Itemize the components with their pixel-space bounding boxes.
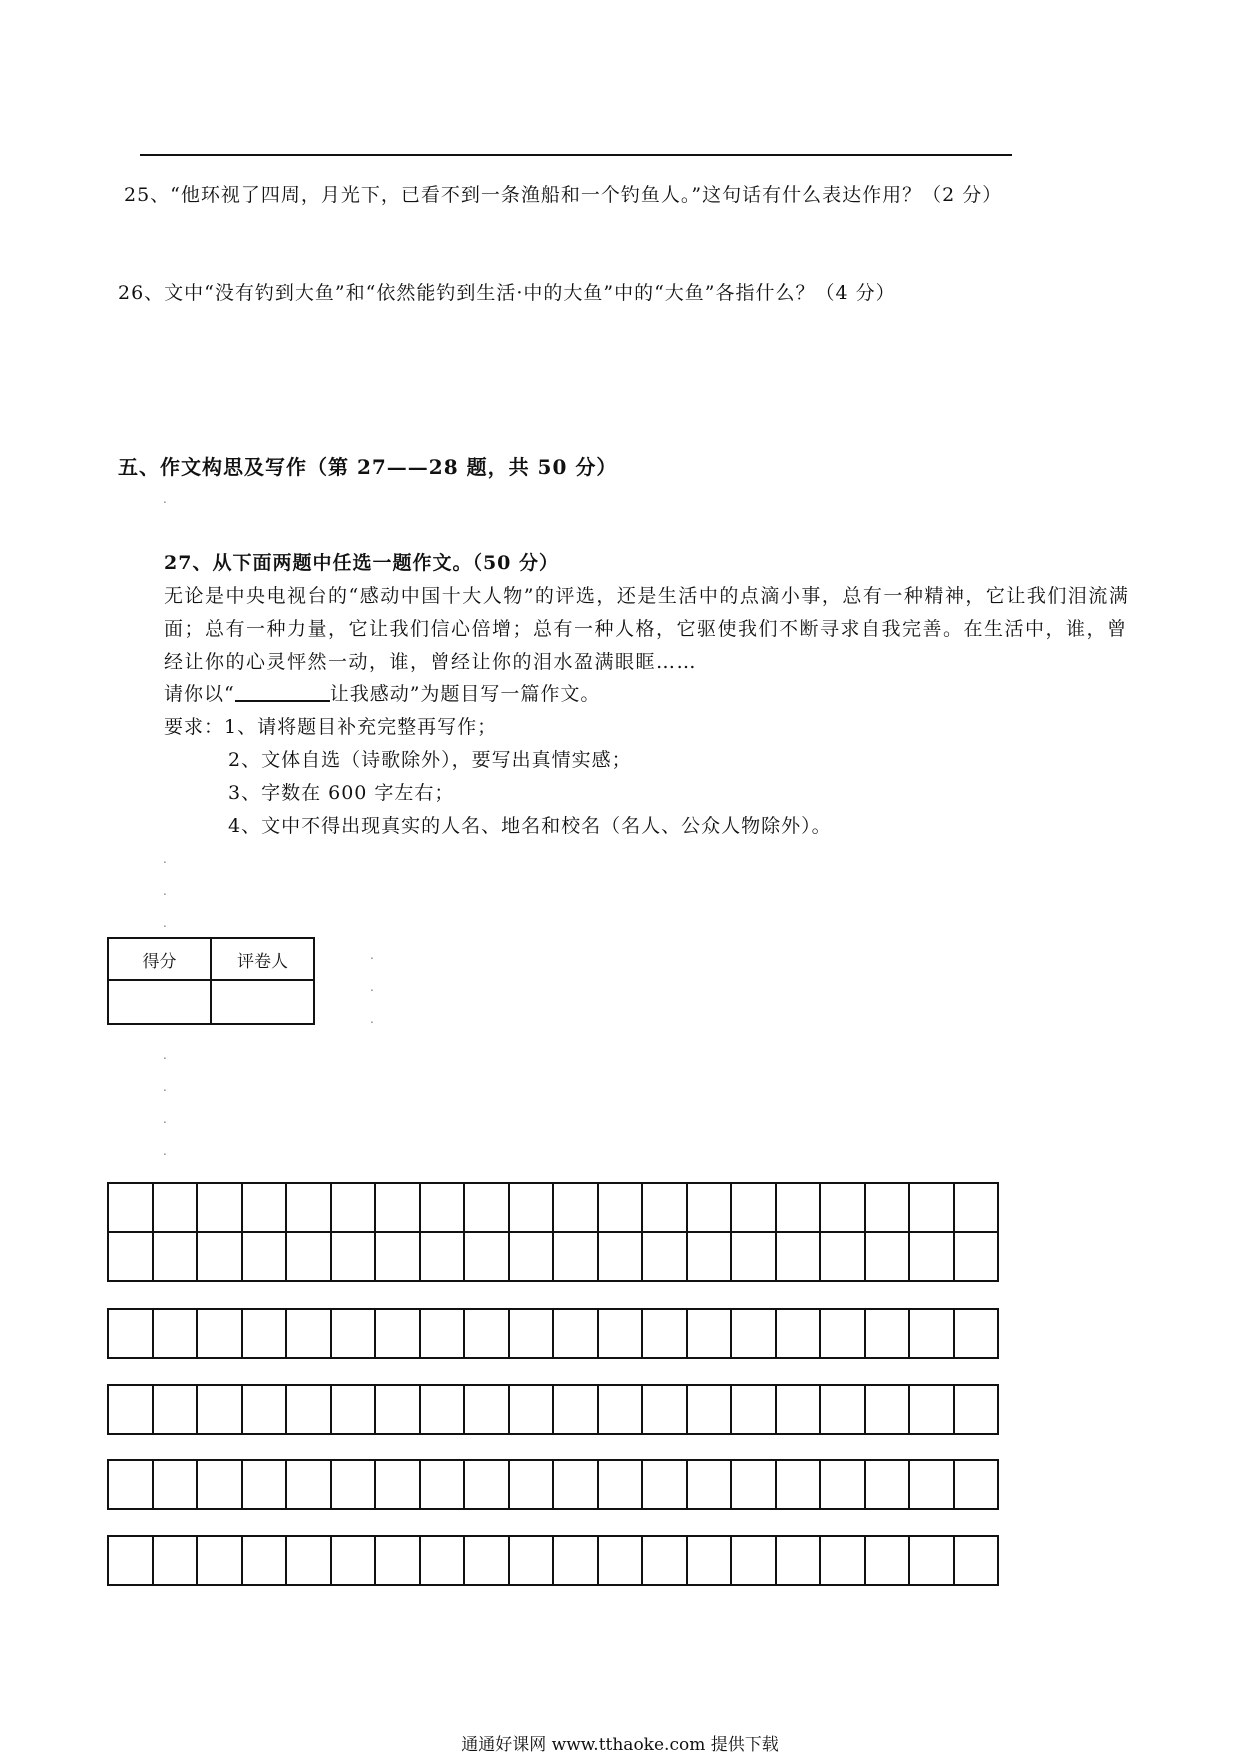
- score-label: 得分: [108, 938, 211, 980]
- stray-dot: .: [163, 884, 167, 898]
- grid-cell[interactable]: [821, 1386, 866, 1435]
- grid-cell[interactable]: [777, 1233, 822, 1282]
- writing-grid-block-1[interactable]: [107, 1182, 999, 1282]
- grid-cell[interactable]: [732, 1233, 777, 1282]
- grid-cell[interactable]: [421, 1310, 466, 1359]
- grid-cell[interactable]: [243, 1461, 288, 1510]
- grid-cell[interactable]: [243, 1310, 288, 1359]
- grid-cell[interactable]: [287, 1310, 332, 1359]
- grid-cell[interactable]: [510, 1386, 555, 1435]
- stray-dot: .: [370, 980, 374, 994]
- writing-grid-block-4[interactable]: [107, 1459, 999, 1510]
- grid-cell[interactable]: [109, 1233, 154, 1282]
- grid-cell[interactable]: [465, 1310, 510, 1359]
- grid-cell[interactable]: [955, 1233, 1000, 1282]
- grid-cell[interactable]: [821, 1233, 866, 1282]
- grid-cell[interactable]: [777, 1184, 822, 1233]
- grid-cell[interactable]: [465, 1184, 510, 1233]
- grid-cell[interactable]: [688, 1386, 733, 1435]
- grid-cell[interactable]: [421, 1184, 466, 1233]
- grid-cell[interactable]: [109, 1461, 154, 1510]
- grid-cell[interactable]: [332, 1537, 377, 1586]
- grid-cell[interactable]: [821, 1184, 866, 1233]
- grid-cell[interactable]: [154, 1386, 199, 1435]
- stray-dot: .: [163, 1080, 167, 1094]
- grid-cell[interactable]: [955, 1537, 1000, 1586]
- grid-cell[interactable]: [109, 1310, 154, 1359]
- grid-cell[interactable]: [465, 1233, 510, 1282]
- grid-cell[interactable]: [910, 1310, 955, 1359]
- grid-cell[interactable]: [332, 1233, 377, 1282]
- grid-cell[interactable]: [688, 1233, 733, 1282]
- grid-cell[interactable]: [465, 1386, 510, 1435]
- grid-cell[interactable]: [910, 1386, 955, 1435]
- grid-cell[interactable]: [154, 1310, 199, 1359]
- title-blank: [235, 680, 330, 702]
- grid-cell[interactable]: [955, 1310, 1000, 1359]
- grid-cell[interactable]: [332, 1386, 377, 1435]
- grid-cell[interactable]: [198, 1461, 243, 1510]
- grid-cell[interactable]: [643, 1310, 688, 1359]
- requirement-3: 3、字数在 600 字左右；: [228, 782, 455, 804]
- grid-cell[interactable]: [777, 1461, 822, 1510]
- grid-cell[interactable]: [643, 1233, 688, 1282]
- grid-cell[interactable]: [465, 1537, 510, 1586]
- grid-cell[interactable]: [821, 1537, 866, 1586]
- grid-cell[interactable]: [777, 1386, 822, 1435]
- writing-grid-block-2[interactable]: [107, 1308, 999, 1359]
- grid-cell[interactable]: [643, 1386, 688, 1435]
- grid-cell[interactable]: [510, 1310, 555, 1359]
- grid-cell[interactable]: [376, 1310, 421, 1359]
- grid-cell[interactable]: [376, 1184, 421, 1233]
- grid-cell[interactable]: [599, 1233, 644, 1282]
- stray-dot: .: [163, 492, 167, 506]
- essay-title-prompt: [164, 679, 600, 706]
- grid-cell[interactable]: [109, 1537, 154, 1586]
- grid-cell[interactable]: [777, 1310, 822, 1359]
- grid-cell[interactable]: [910, 1461, 955, 1510]
- stray-dot: .: [163, 916, 167, 930]
- grid-cell[interactable]: [732, 1537, 777, 1586]
- question-25: 25、“他环视了四周，月光下，已看不到一条渔船和一个钓鱼人。”这句话有什么表达作用？（2 分）: [124, 184, 1003, 206]
- essay-prompt-block: [164, 580, 1134, 679]
- grid-cell[interactable]: [688, 1461, 733, 1510]
- grid-cell[interactable]: [821, 1310, 866, 1359]
- grid-cell[interactable]: [376, 1537, 421, 1586]
- grid-cell[interactable]: [109, 1184, 154, 1233]
- grid-cell[interactable]: [198, 1233, 243, 1282]
- grid-cell[interactable]: [198, 1386, 243, 1435]
- grid-cell[interactable]: [955, 1386, 1000, 1435]
- grid-cell[interactable]: [421, 1537, 466, 1586]
- stray-dot: .: [370, 948, 374, 962]
- grid-cell[interactable]: [243, 1386, 288, 1435]
- grid-cell[interactable]: [866, 1184, 911, 1233]
- section-title: 五、作文构思及写作（第 27——28 题，共 50 分）: [118, 455, 618, 479]
- score-cell[interactable]: [108, 980, 211, 1024]
- stray-dot: .: [370, 1012, 374, 1026]
- grid-cell[interactable]: [332, 1310, 377, 1359]
- grid-cell[interactable]: [287, 1184, 332, 1233]
- grid-cell[interactable]: [510, 1537, 555, 1586]
- stray-dot: .: [163, 1144, 167, 1158]
- question-26: 26、文中“没有钓到大鱼”和“依然能钓到生活·中的大鱼”中的“大鱼”各指什么？（4 分）: [118, 282, 896, 304]
- grid-cell[interactable]: [866, 1461, 911, 1510]
- essay-paragraph: 无论是中央电视台的“感动中国十大人物”的评选，还是生活中的点滴小事，总有一种精神，它让我们泪流满面；总有一种力量，它让我们信心倍增；总有一种人格，它驱使我们不断寻求自我完善。在生活中，谁，曾经让你的心灵怦然一动，谁，曾经让你的泪水盈满眼眶……: [164, 585, 1130, 673]
- grid-cell[interactable]: [910, 1184, 955, 1233]
- grid-cell[interactable]: [287, 1461, 332, 1510]
- grid-cell[interactable]: [688, 1184, 733, 1233]
- grid-cell[interactable]: [376, 1461, 421, 1510]
- grid-cell[interactable]: [510, 1184, 555, 1233]
- grid-cell[interactable]: [554, 1537, 599, 1586]
- grid-cell[interactable]: [287, 1233, 332, 1282]
- grid-cell[interactable]: [510, 1461, 555, 1510]
- grid-cell[interactable]: [777, 1537, 822, 1586]
- grid-cell[interactable]: [599, 1537, 644, 1586]
- grid-cell[interactable]: [243, 1184, 288, 1233]
- grid-cell[interactable]: [554, 1386, 599, 1435]
- grid-cell[interactable]: [510, 1233, 555, 1282]
- stray-dot: .: [163, 852, 167, 866]
- grid-cell[interactable]: [599, 1386, 644, 1435]
- grid-cell[interactable]: [599, 1310, 644, 1359]
- writing-grid-block-3[interactable]: [107, 1384, 999, 1435]
- grid-cell[interactable]: [287, 1386, 332, 1435]
- grid-cell[interactable]: [643, 1461, 688, 1510]
- grid-cell[interactable]: [421, 1386, 466, 1435]
- grader-cell[interactable]: [211, 980, 314, 1024]
- grid-cell[interactable]: [109, 1386, 154, 1435]
- grid-cell[interactable]: [332, 1461, 377, 1510]
- grid-cell[interactable]: [732, 1461, 777, 1510]
- grid-cell[interactable]: [421, 1233, 466, 1282]
- requirement-2: 2、文体自选（诗歌除外），要写出真情实感；: [228, 749, 632, 771]
- grid-cell[interactable]: [154, 1461, 199, 1510]
- grid-cell[interactable]: [688, 1537, 733, 1586]
- grid-cell[interactable]: [243, 1537, 288, 1586]
- requirement-1: 要求：1、请将题目补充完整再写作；: [164, 716, 498, 738]
- grid-cell[interactable]: [554, 1461, 599, 1510]
- grid-cell[interactable]: [643, 1537, 688, 1586]
- grid-cell[interactable]: [332, 1184, 377, 1233]
- grid-cell[interactable]: [732, 1310, 777, 1359]
- prompt-before: 请你以“: [164, 683, 235, 705]
- grid-cell[interactable]: [243, 1233, 288, 1282]
- grid-cell[interactable]: [554, 1233, 599, 1282]
- stray-dot: .: [163, 1048, 167, 1062]
- grid-cell[interactable]: [554, 1310, 599, 1359]
- grid-cell[interactable]: [198, 1184, 243, 1233]
- grid-cell[interactable]: [198, 1310, 243, 1359]
- grid-cell[interactable]: [599, 1461, 644, 1510]
- grid-cell[interactable]: [955, 1184, 1000, 1233]
- grid-cell[interactable]: [866, 1386, 911, 1435]
- grid-cell[interactable]: [154, 1233, 199, 1282]
- grid-cell[interactable]: [554, 1184, 599, 1233]
- grid-cell[interactable]: [732, 1386, 777, 1435]
- grid-cell[interactable]: [599, 1184, 644, 1233]
- grid-cell[interactable]: [154, 1537, 199, 1586]
- grid-cell[interactable]: [376, 1386, 421, 1435]
- grid-cell[interactable]: [421, 1461, 466, 1510]
- grid-cell[interactable]: [910, 1537, 955, 1586]
- grid-cell[interactable]: [465, 1461, 510, 1510]
- grid-cell[interactable]: [866, 1233, 911, 1282]
- score-table: [107, 937, 315, 1025]
- footer-credit: 通通好课网 www.tthaoke.com 提供下载: [461, 1735, 779, 1755]
- grid-cell[interactable]: [688, 1310, 733, 1359]
- grader-label: 评卷人: [211, 938, 314, 980]
- grid-cell[interactable]: [821, 1461, 866, 1510]
- requirement-4: 4、文中不得出现真实的人名、地名和校名（名人、公众人物除外）。: [228, 815, 832, 837]
- header-rule: [140, 154, 1012, 156]
- grid-cell[interactable]: [198, 1537, 243, 1586]
- stray-dot: .: [163, 1112, 167, 1126]
- question-27-title: 27、从下面两题中任选一题作文。（50 分）: [164, 552, 559, 574]
- grid-cell[interactable]: [732, 1184, 777, 1233]
- grid-cell[interactable]: [287, 1537, 332, 1586]
- writing-grid-block-5[interactable]: [107, 1535, 999, 1586]
- grid-cell[interactable]: [643, 1184, 688, 1233]
- grid-cell[interactable]: [910, 1233, 955, 1282]
- grid-cell[interactable]: [376, 1233, 421, 1282]
- grid-cell[interactable]: [866, 1310, 911, 1359]
- grid-cell[interactable]: [955, 1461, 1000, 1510]
- prompt-after: 让我感动”为题目写一篇作文。: [329, 683, 601, 705]
- grid-cell[interactable]: [866, 1537, 911, 1586]
- grid-cell[interactable]: [154, 1184, 199, 1233]
